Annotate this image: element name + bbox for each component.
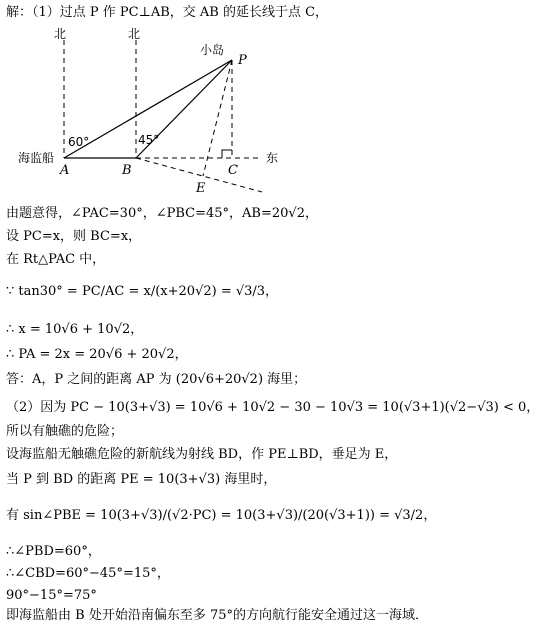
north-label-right: 北 [128,27,141,41]
point-C-label: C [228,163,238,178]
line-6: ∴ PA = 2x = 20√6 + 20√2， [6,347,188,362]
line-3: 在 Rt△PAC 中， [6,252,106,267]
angle-45-label: 45° [138,133,160,147]
ship-label: 海监船 [18,151,55,165]
line-9: 所以有触礁的危险； [6,424,124,439]
line-16: 即海监船由 B 处开始沿南偏东至多 75°的方向航行能安全通过这一海域． [6,608,428,623]
line-8: （2）因为 PC − 10(3+√3) = 10√6 + 10√2 − 30 − 10√3 = 10(√3+1)(√2−√3) < 0， [6,400,539,415]
segment-PE [203,60,232,176]
east-label: 东 [266,151,279,165]
point-P-label: P [238,53,247,68]
right-angle-mark-C [222,150,232,158]
island-label: 小岛 [200,43,225,57]
line-14: ∴∠CBD=60°−45°=15°， [6,566,170,581]
line-7: 答：A，P 之间的距离 AP 为 (20√6+20√2) 海里； [6,372,307,387]
angle-60-label: 60° [68,135,90,149]
line-11: 当 P 到 BD 的距离 PE = 10(3+√3) 海里时， [6,472,277,487]
geometry-figure [0,0,479,200]
line-2: 设 PC=x，则 BC=x， [6,229,142,244]
solution-header: 解：（1）过点 P 作 PC⊥AB，交 AB 的延长线于点 C， [6,5,329,20]
line-4: ∵ tan30° = PC/AC = x/(x+20√2) = √3/3， [6,284,279,299]
point-A-label: A [60,163,70,178]
line-15: 90°−15°=75° [6,588,97,603]
line-1: 由题意得，∠PAC=30°，∠PBC=45°，AB=20√2， [6,206,318,221]
point-B-label: B [122,163,132,178]
line-13: ∴∠PBD=60°， [6,544,101,559]
line-10: 设海监船无触礁危险的新航线为射线 BD，作 PE⊥BD，垂足为 E， [6,447,398,462]
line-12: 有 sin∠PBE = 10(3+√3)/(√2·PC) = 10(3+√3)/(20(√3+1)) = √3/2， [6,508,437,523]
point-E-label: E [196,181,206,196]
north-label-left: 北 [54,27,67,41]
line-5: ∴ x = 10√6 + 10√2， [6,322,144,337]
